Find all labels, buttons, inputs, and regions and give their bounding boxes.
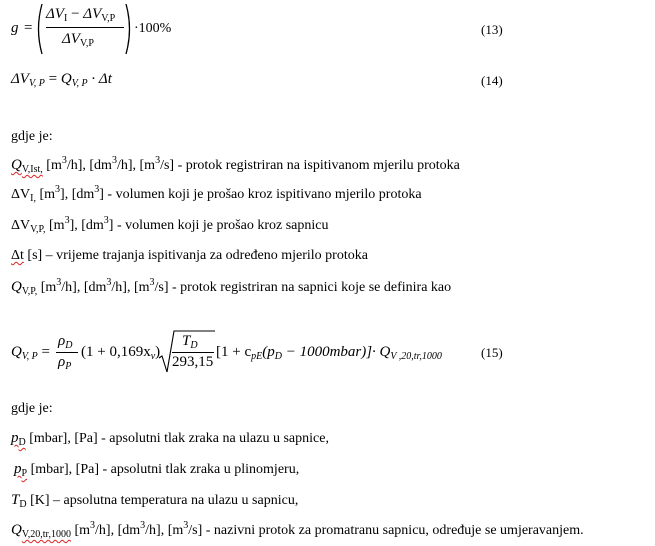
eq15-td-bar — [172, 352, 214, 353]
where-label-2: gdje je: — [11, 401, 53, 416]
left-paren-icon — [34, 3, 44, 55]
definition-delta-vi: $\Delta V_{I,}$ $[m^3]$, $[dm^3]$ - volumen koji je prošao kroz ispitivano mjerilo protoka — [11, 184, 422, 204]
definition-qv-ist: $Q_{V,Ist,}$ $[m^3/h]$, $[dm^3/h]$, $[m^3/s]$ - protok registriran na ispitivanom mjerilu protoka — [11, 155, 460, 175]
where-label-1: gdje je: — [11, 129, 53, 144]
eq15-lhs: $Q_{V, P}$ = — [11, 344, 50, 362]
definition-pp: $p_P$ [mbar], [Pa] - apsolutni tlak zraka u plinomjeru, — [14, 461, 300, 479]
eq15-rho-p: $\rho_P$ — [58, 354, 72, 372]
definition-delta-vvp: $\Delta V_{V,P,}$ $[m^3]$, $[dm^3]$ - volumen koji je prošao kroz sapnicu — [11, 215, 329, 235]
definition-td: $T_D$ [K] – apsolutna temperatura na ulazu u sapnicu, — [11, 492, 299, 510]
eq13-equals: = — [24, 20, 33, 36]
eq15-td: $T_D$ — [182, 333, 198, 351]
eq13-denominator: $\Delta V_{V,P}$ — [62, 31, 94, 49]
eq15-number: (15) — [481, 345, 503, 360]
eq13-lhs: g — [11, 20, 19, 36]
eq13-tail: ·100% — [134, 21, 172, 36]
eq15-rho-bar — [56, 352, 78, 353]
eq15-rho-d: $\rho_D$ — [58, 333, 73, 351]
eq15-const: 293,15 — [172, 354, 214, 370]
definition-delta-t: Δt [s] – vrijeme trajanja ispitivanja za određeno mjerilo protoka — [11, 248, 368, 263]
eq15-paren-term: $(1 + 0,169x_v)$ — [81, 344, 161, 362]
eq13-number: (13) — [481, 22, 503, 37]
eq15-bracket-term: [$1 + c_{pE}(p_D$ − 1000mbar)] — [216, 344, 373, 362]
definition-qv20: $Q_{V,20,tr,1000}$ $[m^3/h]$, $[dm^3/h]$, $[m^3/s]$ - nazivni protok za promatranu sapnicu, određuje se umjeravanjem. — [11, 520, 584, 540]
definition-pd: $p_D$ [mbar], [Pa] - apsolutni tlak zraka na ulazu u sapnice, — [11, 430, 329, 448]
eq14-formula: $\Delta V_{V, P} = Q_{V, P} \cdot \Delta t$ — [11, 71, 112, 89]
eq15-tail: · $Q_{V ,20,tr,1000}$ — [372, 344, 442, 362]
right-paren-icon — [124, 3, 134, 55]
eq13-numerator: $\Delta V_I - \Delta V_{V,P}$ — [46, 6, 116, 24]
eq13-fraction-bar — [46, 27, 124, 28]
definition-qvp: $Q_{V,P,}$ $[m^3/h]$, $[dm^3/h]$, $[m^3/s]$ - protok registriran na sapnici koje se definira kao — [11, 277, 452, 297]
eq14-number: (14) — [481, 73, 503, 88]
